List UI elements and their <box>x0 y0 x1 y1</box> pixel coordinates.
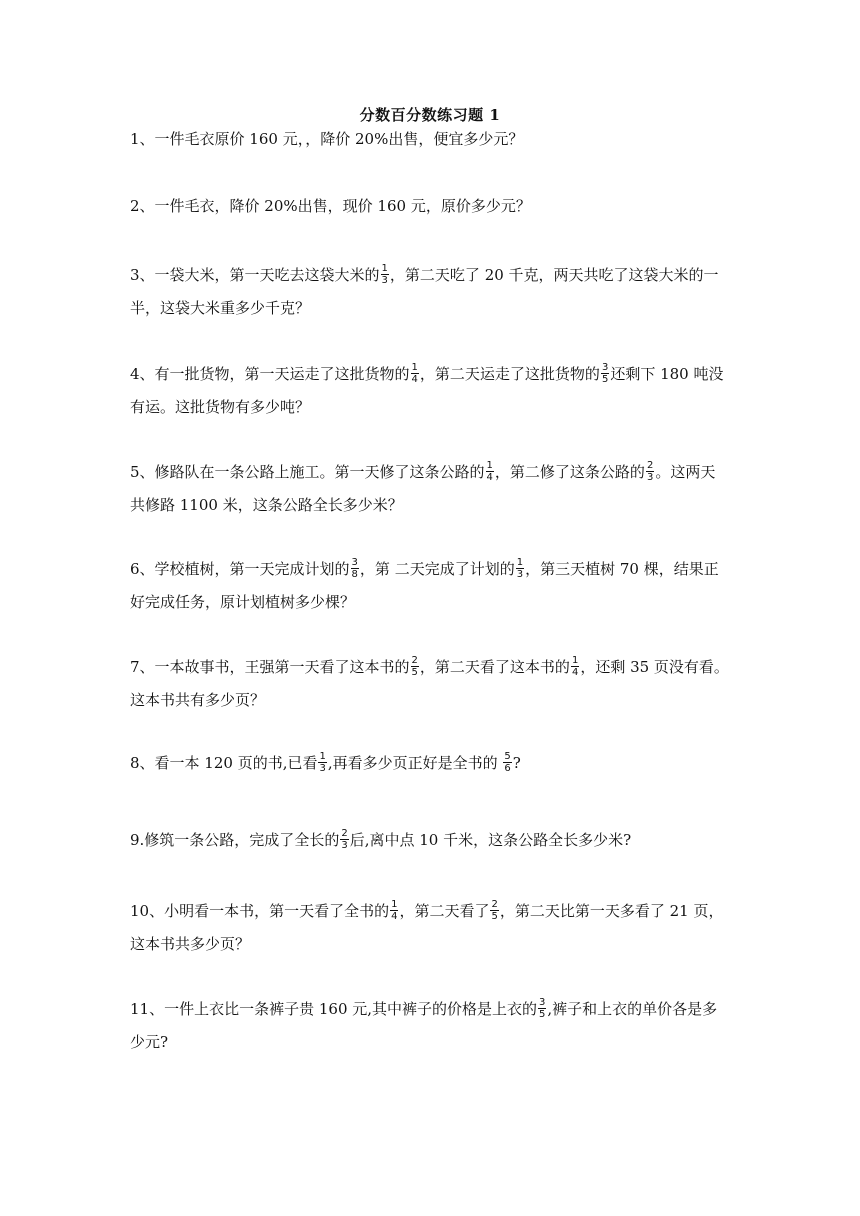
problem-text: 11、一件上衣比一条裤子贵 160 元,其中裤子的价格是上衣的 <box>130 1000 538 1018</box>
fraction-denominator: 5 <box>491 910 498 922</box>
problem-text: 6、学校植树，第一天完成计划的 <box>130 560 350 578</box>
problem-8 <box>130 747 730 780</box>
problem-text: 还剩下 180 吨没有运。这批货物有多少吨？ <box>130 365 724 416</box>
problem-text: 5、修路队在一条公路上施工。第一天修了这条公路的 <box>130 463 485 481</box>
problem-11 <box>130 993 730 1059</box>
fraction-denominator: 3 <box>646 471 654 483</box>
page-title: 分数百分数练习题 1 <box>359 106 501 124</box>
fraction <box>390 899 398 922</box>
fraction <box>646 460 654 483</box>
fraction-denominator: 5 <box>601 373 609 385</box>
fraction-numerator: 1 <box>319 750 326 762</box>
problem-text: ，第三天植树 70 棵，结果正好完成任务，原计划植树多少棵？ <box>130 560 719 611</box>
fraction <box>351 557 359 580</box>
problem-text: ，第二天看了这本书的 <box>419 658 570 676</box>
problem-text: ，第二天看了 <box>399 902 490 920</box>
fraction <box>503 751 511 774</box>
fraction <box>601 362 609 385</box>
fraction-denominator: 3 <box>381 274 388 286</box>
fraction-numerator: 1 <box>381 262 388 274</box>
fraction-denominator: 3 <box>516 568 524 580</box>
fraction-denominator: 4 <box>571 666 579 678</box>
problem-text: 后,离中点 10 千米，这条公路全长多少米? <box>349 831 632 849</box>
fraction-denominator: 5 <box>411 666 418 678</box>
problem-text: 9.修筑一条公路，完成了全长的 <box>130 831 340 849</box>
fraction <box>381 263 389 286</box>
problem-text: 。这两天共修路 1100 米，这条公路全长多少米？ <box>130 463 716 514</box>
fraction <box>340 828 348 851</box>
problem-text: 10、小明看一本书，第一天看了全书的 <box>130 902 390 920</box>
fraction-numerator: 2 <box>491 898 498 910</box>
problem-5 <box>130 456 730 522</box>
fraction <box>538 997 546 1020</box>
problem-text: 8、看一本 120 页的书,已看 <box>130 754 318 772</box>
fraction <box>318 751 326 774</box>
problem-text: ，第二天比第一天多看了 21 页，这本书共多少页？ <box>130 902 724 953</box>
problem-2 <box>130 190 730 223</box>
fraction <box>490 899 498 922</box>
fraction <box>411 655 419 678</box>
fraction-numerator: 1 <box>391 898 398 910</box>
fraction-denominator: 3 <box>341 839 348 851</box>
fraction-numerator: 5 <box>504 750 511 762</box>
fraction-denominator: 8 <box>351 568 358 580</box>
problem-text: ，第二修了这条公路的 <box>494 463 645 481</box>
fraction-numerator: 1 <box>571 654 579 666</box>
fraction-denominator: 4 <box>486 471 493 483</box>
problem-7 <box>130 651 730 717</box>
fraction <box>516 557 524 580</box>
fraction <box>571 655 579 678</box>
problem-text: ，第 二天完成了计划的 <box>359 560 515 578</box>
problem-text: ，第二天吃了 20 千克，两天共吃了这袋大米的一半，这袋大米重多少千克？ <box>130 266 719 317</box>
fraction-numerator: 1 <box>516 556 524 568</box>
problem-text: ? <box>512 754 521 772</box>
problem-text: ,再看多少页正好是全书的 <box>327 754 503 772</box>
problem-text: ，第二天运走了这批货物的 <box>419 365 600 383</box>
problem-6 <box>130 553 730 619</box>
fraction-denominator: 4 <box>411 373 418 385</box>
fraction-numerator: 2 <box>341 827 348 839</box>
fraction <box>411 362 419 385</box>
problem-text: 7、一本故事书，王强第一天看了这本书的 <box>130 658 410 676</box>
problem-3 <box>130 259 730 325</box>
fraction-numerator: 3 <box>351 556 358 568</box>
fraction-numerator: 3 <box>539 996 546 1008</box>
fraction <box>486 460 494 483</box>
problem-1 <box>130 123 730 156</box>
fraction-numerator: 2 <box>411 654 418 666</box>
fraction-denominator: 4 <box>391 910 398 922</box>
problem-4 <box>130 358 730 424</box>
problem-text: 3、一袋大米，第一天吃去这袋大米的 <box>130 266 380 284</box>
problem-text: ，还剩 35 页没有看。这本书共有多少页？ <box>130 658 729 709</box>
fraction-numerator: 1 <box>486 459 493 471</box>
fraction-denominator: 3 <box>319 762 326 774</box>
problem-text: ,裤子和上衣的单价各是多少元? <box>130 1000 718 1051</box>
fraction-denominator: 5 <box>539 1008 546 1020</box>
problem-9 <box>130 824 730 857</box>
fraction-numerator: 2 <box>646 459 654 471</box>
fraction-numerator: 3 <box>601 361 609 373</box>
problem-10 <box>130 895 730 961</box>
problem-text: 4、有一批货物，第一天运走了这批货物的 <box>130 365 410 383</box>
problem-text: 1、一件毛衣原价 160 元，，降价 20%出售，便宜多少元？ <box>130 130 524 148</box>
fraction-numerator: 1 <box>411 361 418 373</box>
problem-text: 2、一件毛衣，降价 20%出售，现价 160 元，原价多少元？ <box>130 197 531 215</box>
fraction-denominator: 6 <box>504 762 511 774</box>
